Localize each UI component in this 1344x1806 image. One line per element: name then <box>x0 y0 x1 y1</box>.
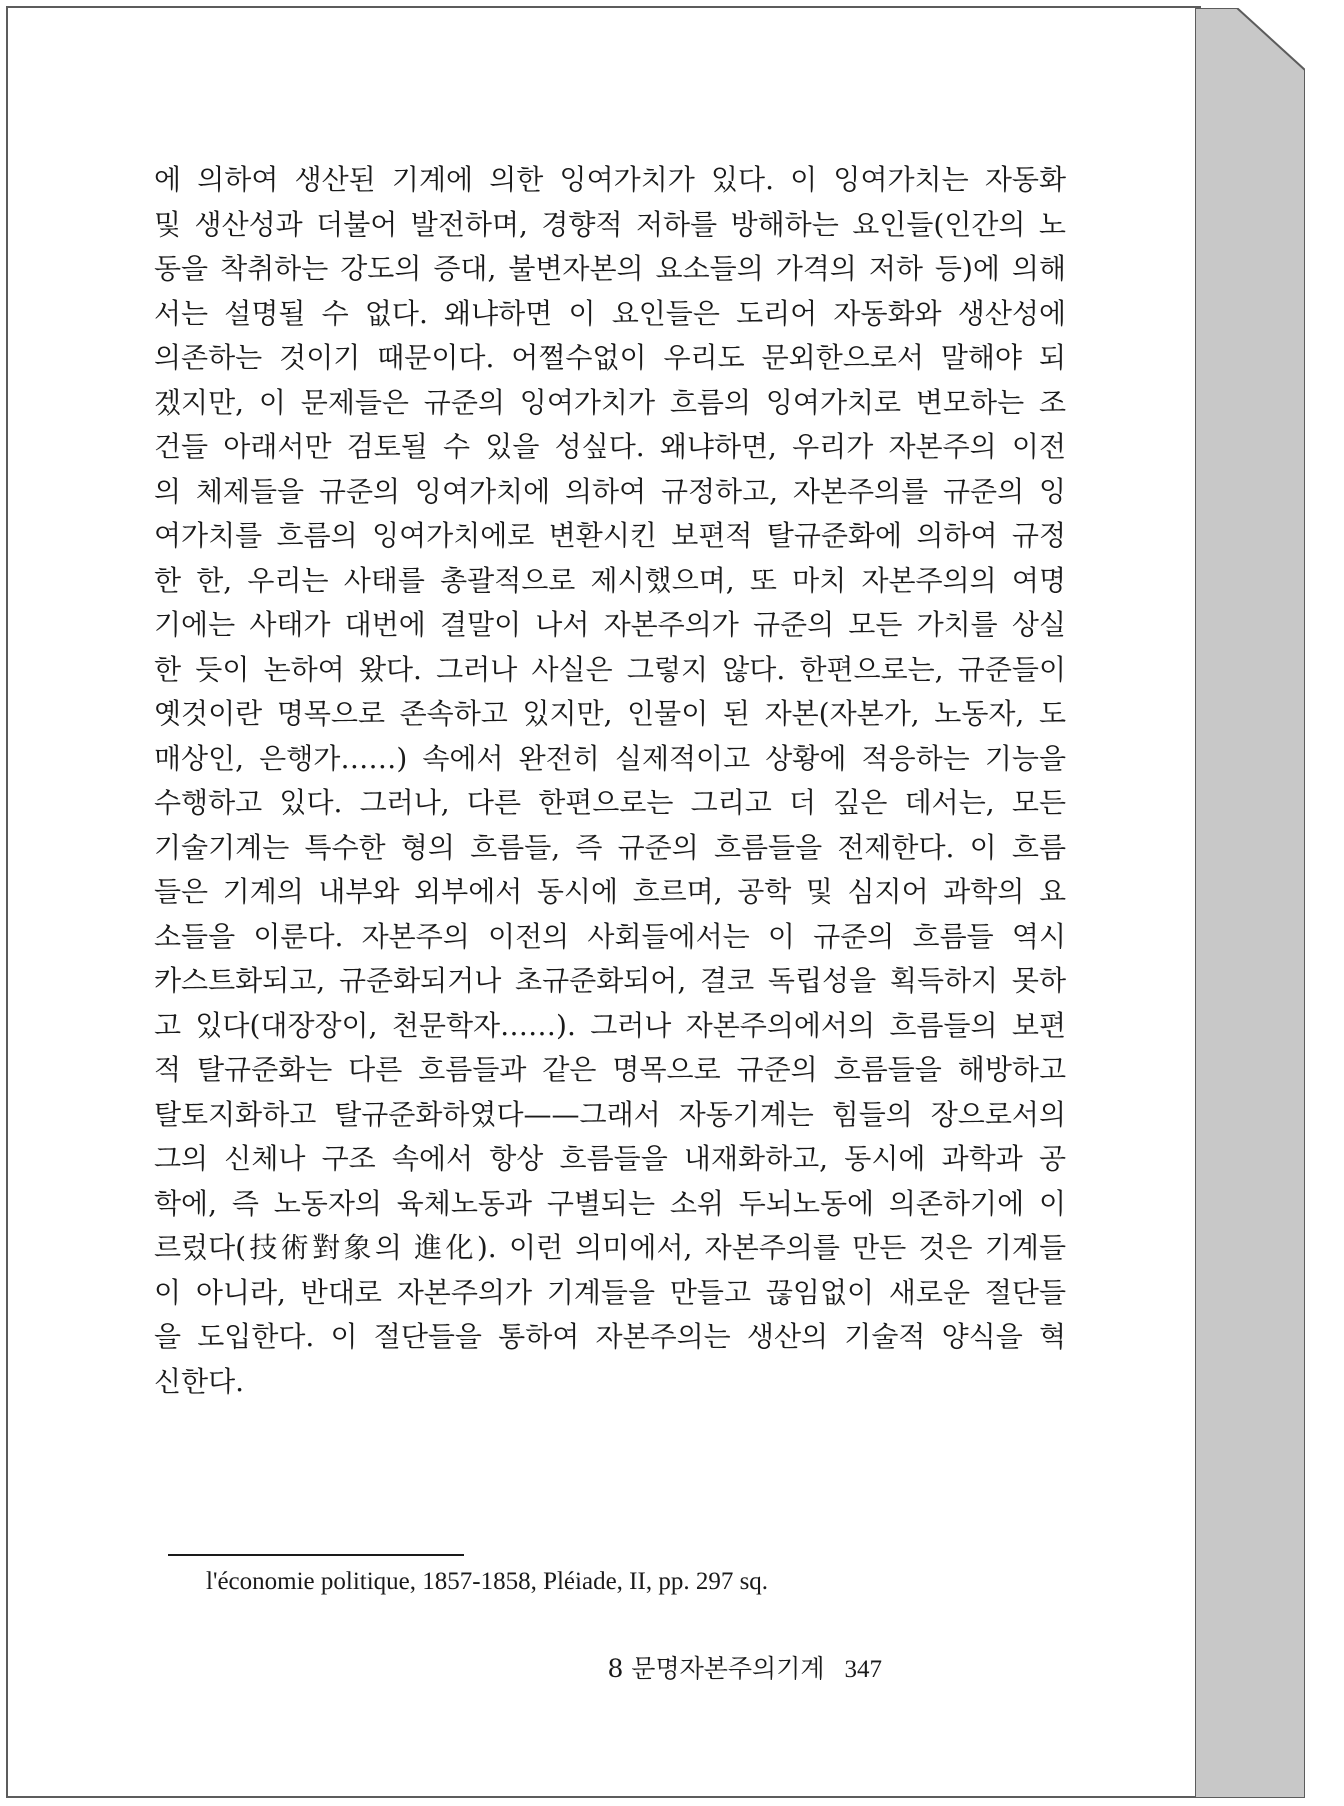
body-text <box>154 158 1066 1404</box>
body-line: 카스트화되고, 규준화되거나 초규준화되어, 결코 독립성을 획득하지 못하 <box>154 964 1066 997</box>
body-line: 탈토지화하고 탈규준화하였다——그래서 자동기계는 힘들의 장으로서의 <box>154 1097 1066 1131</box>
body-line: 르렀다(技術對象의 進化). 이런 의미에서, 자본주의를 만든 것은 기계들 <box>154 1231 1066 1264</box>
body-line: 및 생산성과 더불어 발전하며, 경향적 저하를 방해하는 요인들(인간의 노 <box>154 207 1066 241</box>
body-line: 동을 착취하는 강도의 증대, 불변자본의 요소들의 가격의 저하 등)에 의해 <box>154 252 1066 285</box>
body-line: 기술기계는 특수한 형의 흐름들, 즉 규준의 흐름들을 전제한다. 이 흐름 <box>154 830 1066 864</box>
page-edge-3d <box>1195 8 1305 1798</box>
body-line: 소들을 이룬다. 자본주의 이전의 사회들에서는 이 규준의 흐름들 역시 <box>154 919 1066 953</box>
body-line: 서는 설명될 수 없다. 왜냐하면 이 요인들은 도리어 자동화와 생산성에 <box>154 296 1066 330</box>
body-line: 을 도입한다. 이 절단들을 통하여 자본주의는 생산의 기술적 양식을 혁 <box>154 1320 1066 1353</box>
body-line: 수행하고 있다. 그러나, 다른 한편으로는 그리고 더 깊은 데서는, 모든 <box>154 786 1066 819</box>
body-line: 들은 기계의 내부와 외부에서 동시에 흐르며, 공학 및 심지어 과학의 요 <box>154 875 1066 908</box>
body-line: 그의 신체나 구조 속에서 항상 흐름들을 내재화하고, 동시에 과학과 공 <box>154 1142 1066 1175</box>
body-line: 한 듯이 논하여 왔다. 그러나 사실은 그렇지 않다. 한편으로는, 규준들이 <box>154 652 1066 686</box>
body-line: 기에는 사태가 대번에 결말이 나서 자본주의가 규준의 모든 가치를 상실 <box>154 608 1066 641</box>
body-line: 옛것이란 명목으로 존속하고 있지만, 인물이 된 자본(자본가, 노동자, 도 <box>154 697 1066 730</box>
body-line: 여가치를 흐름의 잉여가치에로 변환시킨 보편적 탈규준화에 의하여 규정 <box>154 519 1066 552</box>
body-line: 신한다. <box>154 1364 245 1398</box>
page-number: 347 <box>844 1656 882 1683</box>
body-line: 학에, 즉 노동자의 육체노동과 구별되는 소위 두뇌노동에 의존하기에 이 <box>154 1186 1066 1220</box>
running-footer <box>607 1649 882 1685</box>
body-line: 의존하는 것이기 때문이다. 어쩔수없이 우리도 문외한으로서 말해야 되 <box>154 341 1066 374</box>
body-line: 에 의하여 생산된 기계에 의한 잉여가치가 있다. 이 잉여가치는 자동화 <box>154 163 1066 196</box>
body-line: 건들 아래서만 검토될 수 있을 성싶다. 왜냐하면, 우리가 자본주의 이전 <box>154 430 1066 463</box>
body-line: 매상인, 은행가……) 속에서 완전히 실제적이고 상황에 적응하는 기능을 <box>154 741 1066 775</box>
book-page <box>6 6 1201 1798</box>
body-line: 겠지만, 이 문제들은 규준의 잉여가치가 흐름의 잉여가치로 변모하는 조 <box>154 385 1066 419</box>
body-line: 한 한, 우리는 사태를 총괄적으로 제시했으며, 또 마치 자본주의의 여명 <box>154 563 1066 597</box>
body-line: 의 체제들을 규준의 잉여가치에 의하여 규정하고, 자본주의를 규준의 잉 <box>154 474 1066 508</box>
footnote: l'économie politique, 1857-1858, Pléiade, II, pp. 297 sq. <box>206 1568 769 1595</box>
footnote-rule <box>168 1554 464 1556</box>
body-line: 고 있다(대장장이, 천문학자……). 그러나 자본주의에서의 흐름들의 보편 <box>154 1008 1066 1042</box>
body-line: 적 탈규준화는 다른 흐름들과 같은 명목으로 규준의 흐름들을 해방하고 <box>154 1053 1066 1086</box>
body-line: 이 아니라, 반대로 자본주의가 기계들을 만들고 끊임없이 새로운 절단들 <box>154 1275 1066 1309</box>
chapter-title: 8 문명자본주의기계 <box>607 1654 825 1683</box>
